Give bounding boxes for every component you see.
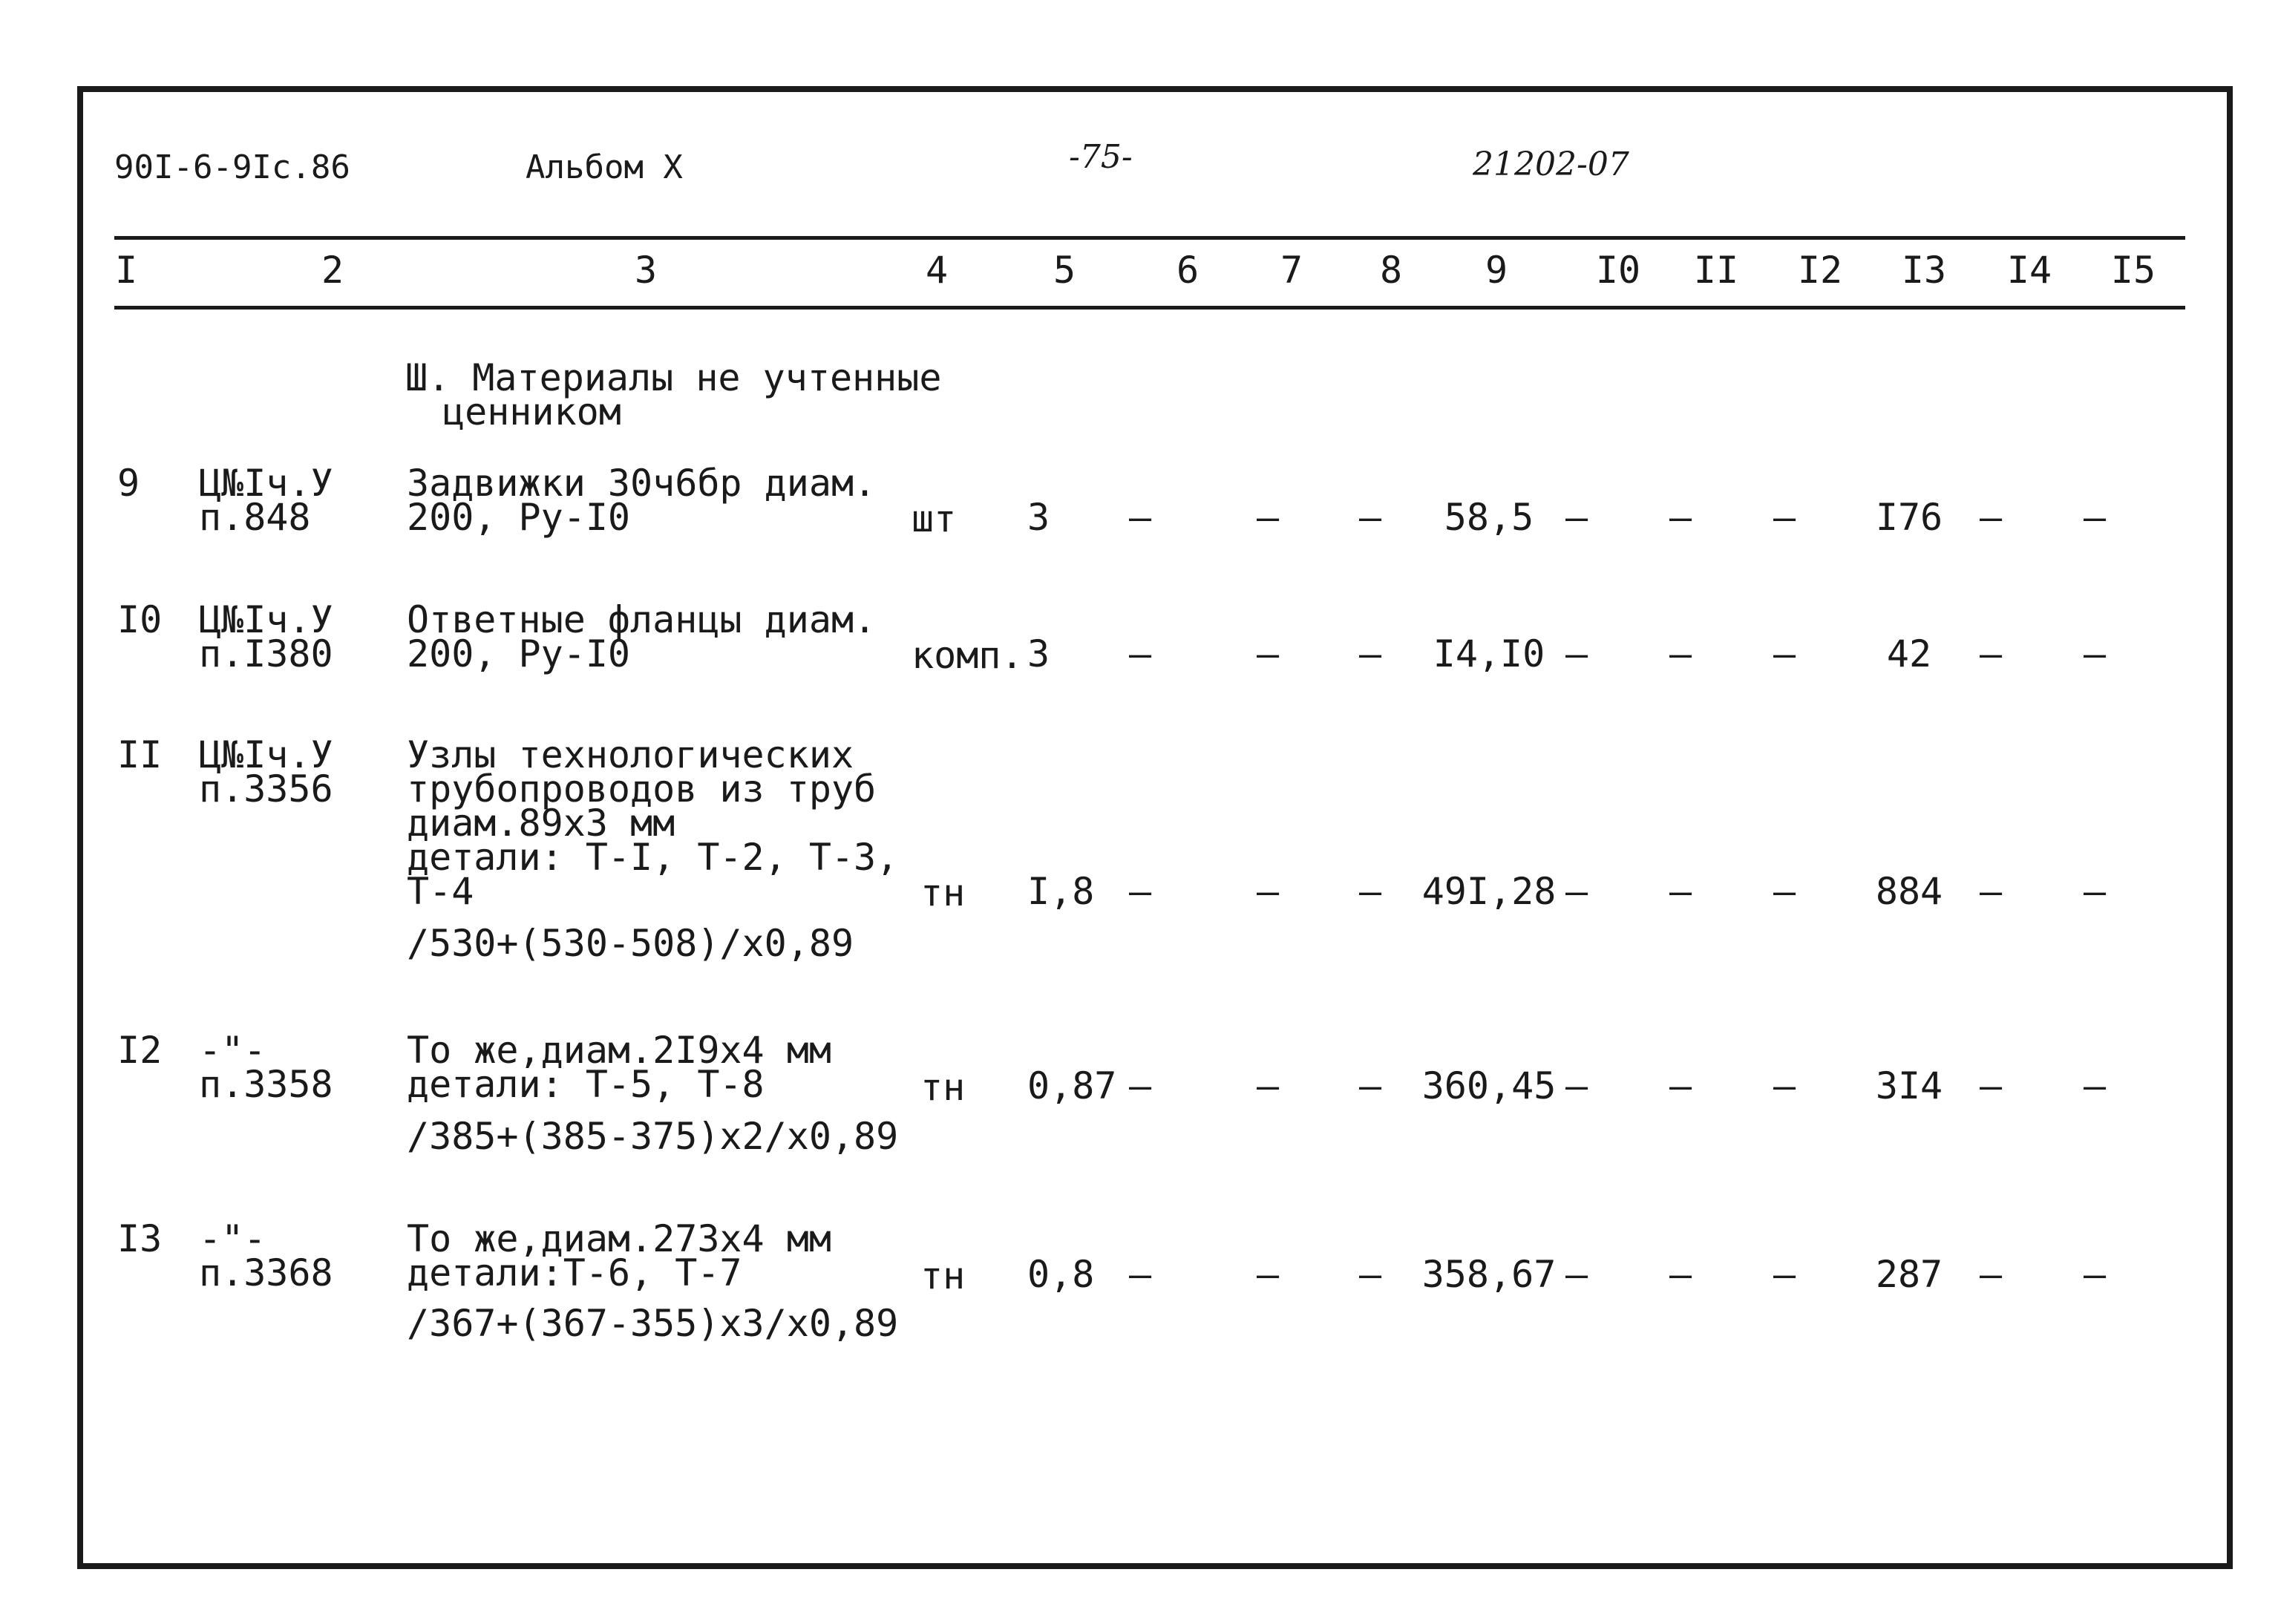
unit-price: 360,45 bbox=[1421, 1064, 1557, 1107]
cell-dash: – bbox=[2083, 632, 2107, 675]
cell-dash: – bbox=[1128, 1064, 1152, 1107]
column-number: 8 bbox=[1379, 249, 1403, 292]
cost-formula: /367+(367-355)х3/х0,89 bbox=[407, 1302, 899, 1345]
column-number: I bbox=[114, 249, 138, 292]
unit: тн bbox=[920, 1254, 966, 1297]
price-code: Ц№Iч.У п.3356 bbox=[199, 733, 333, 811]
cell-dash: – bbox=[1565, 870, 1588, 913]
unit-price: I4,I0 bbox=[1433, 632, 1545, 675]
total-cost: 287 bbox=[1875, 1253, 1943, 1296]
column-number: 9 bbox=[1485, 249, 1508, 292]
unit: шт bbox=[912, 497, 957, 540]
quantity: 3 bbox=[1027, 632, 1050, 675]
column-number: 3 bbox=[634, 249, 658, 292]
cost-formula: /385+(385-375)х2/х0,89 bbox=[407, 1115, 899, 1158]
column-number: 7 bbox=[1280, 249, 1303, 292]
cell-dash: – bbox=[1358, 1064, 1382, 1107]
price-code: -"- п.3358 bbox=[199, 1029, 333, 1106]
album-label: Альбом X bbox=[526, 148, 683, 186]
column-number: 5 bbox=[1053, 249, 1076, 292]
cell-dash: – bbox=[1669, 870, 1692, 913]
cell-dash: – bbox=[1358, 870, 1382, 913]
cell-dash: – bbox=[1773, 1253, 1796, 1296]
price-code: Ц№Iч.У п.848 bbox=[199, 462, 333, 539]
cell-dash: – bbox=[1565, 632, 1588, 675]
price-code: Ц№Iч.У п.I380 bbox=[199, 598, 333, 675]
unit-price: 49I,28 bbox=[1421, 870, 1557, 913]
column-number: I4 bbox=[2006, 249, 2052, 292]
doc-code: 90I-6-9Ic.86 bbox=[114, 148, 350, 186]
cell-dash: – bbox=[1565, 1253, 1588, 1296]
unit-price: 358,67 bbox=[1421, 1253, 1557, 1296]
total-cost: 3I4 bbox=[1875, 1064, 1943, 1107]
cell-dash: – bbox=[1979, 1253, 2003, 1296]
item-description: То же,диам.2I9х4 мм детали: Т-5, Т-8 bbox=[407, 1029, 831, 1106]
column-number: 6 bbox=[1176, 249, 1200, 292]
column-number: I0 bbox=[1595, 249, 1641, 292]
cell-dash: – bbox=[1256, 1253, 1280, 1296]
cell-dash: – bbox=[1128, 1253, 1152, 1296]
item-description: Ответные фланцы диам. 200, Ру-I0 bbox=[407, 598, 877, 675]
quantity: I,8 bbox=[1027, 870, 1095, 913]
unit: комп. bbox=[912, 634, 1024, 677]
price-code: -"- п.3368 bbox=[199, 1217, 333, 1294]
cell-dash: – bbox=[1256, 870, 1280, 913]
cell-dash: – bbox=[1773, 632, 1796, 675]
column-number: 2 bbox=[321, 249, 344, 292]
quantity: 0,87 bbox=[1027, 1064, 1117, 1107]
cell-dash: – bbox=[1128, 632, 1152, 675]
cell-dash: – bbox=[1669, 632, 1692, 675]
cell-dash: – bbox=[1256, 1064, 1280, 1107]
cell-dash: – bbox=[1669, 1064, 1692, 1107]
row-number: II bbox=[117, 733, 163, 776]
cell-dash: – bbox=[1565, 496, 1588, 539]
cell-dash: – bbox=[1669, 496, 1692, 539]
cell-dash: – bbox=[1358, 496, 1382, 539]
cell-dash: – bbox=[1358, 1253, 1382, 1296]
item-description: То же,диам.273х4 мм детали:Т-6, Т-7 bbox=[407, 1217, 831, 1294]
cell-dash: – bbox=[1669, 1253, 1692, 1296]
cell-dash: – bbox=[2083, 1253, 2107, 1296]
row-number: I2 bbox=[117, 1029, 163, 1072]
column-number: 4 bbox=[925, 249, 949, 292]
cost-formula: /530+(530-508)/х0,89 bbox=[407, 922, 854, 965]
cell-dash: – bbox=[1979, 870, 2003, 913]
unit: тн bbox=[920, 1066, 966, 1109]
header-rule-top bbox=[114, 236, 2185, 240]
cell-dash: – bbox=[1979, 496, 2003, 539]
column-number: I2 bbox=[1797, 249, 1843, 292]
cell-dash: – bbox=[2083, 870, 2107, 913]
header-rule-bottom bbox=[114, 306, 2185, 310]
cell-dash: – bbox=[1128, 870, 1152, 913]
cell-dash: – bbox=[1773, 870, 1796, 913]
cell-dash: – bbox=[1128, 496, 1152, 539]
cell-dash: – bbox=[1358, 632, 1382, 675]
row-number: I0 bbox=[117, 598, 163, 641]
column-number: I5 bbox=[2110, 249, 2156, 292]
cell-dash: – bbox=[1256, 496, 1280, 539]
total-cost: 42 bbox=[1886, 632, 1932, 675]
unit: тн bbox=[920, 871, 966, 914]
row-number: I3 bbox=[117, 1217, 163, 1260]
cell-dash: – bbox=[1773, 1064, 1796, 1107]
column-number: II bbox=[1693, 249, 1739, 292]
item-description: Узлы технологических трубопроводов из труб диам.89х3 мм детали: Т-I, Т-2, Т-3, Т-4 bbox=[407, 733, 899, 913]
total-cost: I76 bbox=[1875, 496, 1943, 539]
cell-dash: – bbox=[2083, 1064, 2107, 1107]
quantity: 3 bbox=[1027, 496, 1050, 539]
quantity: 0,8 bbox=[1027, 1253, 1095, 1296]
section-title: Ш. Материалы не учтенные ценником bbox=[405, 356, 942, 433]
row-number: 9 bbox=[117, 462, 140, 505]
item-description: Задвижки 30ч6бр диам. 200, Ру-I0 bbox=[407, 462, 877, 539]
document-ref: 21202-07 bbox=[1473, 145, 1629, 183]
cell-dash: – bbox=[1565, 1064, 1588, 1107]
unit-price: 58,5 bbox=[1444, 496, 1534, 539]
page-number: -75- bbox=[1069, 138, 1133, 176]
cell-dash: – bbox=[1979, 632, 2003, 675]
cell-dash: – bbox=[1256, 632, 1280, 675]
column-number: I3 bbox=[1901, 249, 1947, 292]
cell-dash: – bbox=[1773, 496, 1796, 539]
cell-dash: – bbox=[2083, 496, 2107, 539]
cell-dash: – bbox=[1979, 1064, 2003, 1107]
total-cost: 884 bbox=[1875, 870, 1943, 913]
